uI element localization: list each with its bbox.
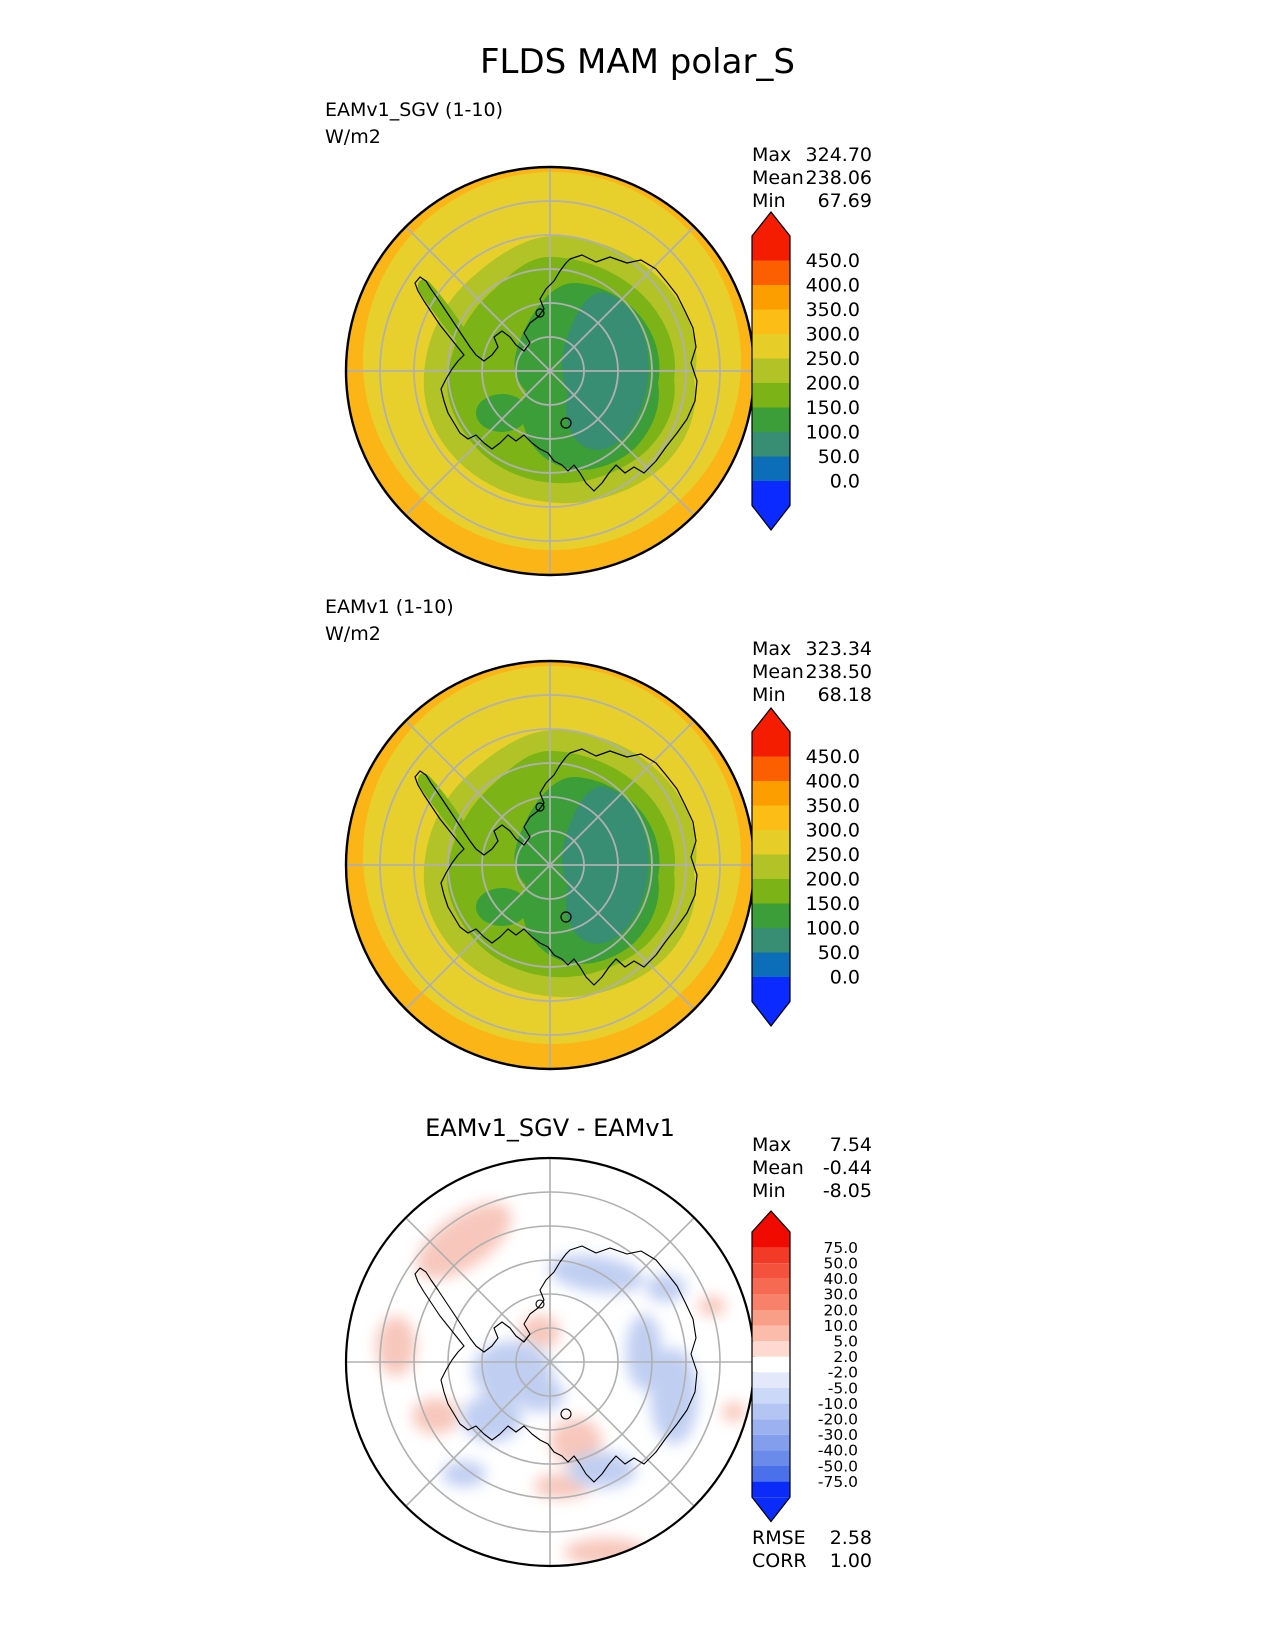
- colorbar-segment: [752, 879, 790, 904]
- colorbar-segment: [752, 432, 790, 457]
- map-diff: [344, 1156, 756, 1568]
- colorbar-arrow-bottom: [752, 1497, 790, 1521]
- colorbar-tick-label: 350.0: [805, 299, 860, 321]
- metric-value: 1.00: [829, 1550, 872, 1572]
- colorbar-tick-label: 450.0: [805, 746, 860, 768]
- diff-patch-negative: [462, 1394, 522, 1442]
- colorbar-arrow-top: [752, 212, 790, 236]
- colorbar-tick-label: 0.0: [829, 470, 860, 493]
- colorbar-segment: [752, 1482, 790, 1498]
- stat-label: Max: [752, 1134, 792, 1156]
- colorbar-segment: [752, 1357, 790, 1373]
- colorbar-tick-label: 40.0: [823, 1270, 858, 1289]
- colorbar-segment: [752, 334, 790, 359]
- colorbar-tick-label: 250.0: [805, 348, 860, 370]
- colorbar-segment: [752, 408, 790, 433]
- stat-value: -8.05: [822, 1180, 872, 1202]
- colorbar-segment: [752, 904, 790, 929]
- colorbar-segment: [752, 310, 790, 335]
- colorbar-segment: [752, 261, 790, 286]
- stat-value: 323.34: [805, 638, 872, 660]
- colorbar-segment: [752, 1341, 790, 1357]
- stat-value: 238.50: [805, 661, 872, 683]
- colorbar-eamv1-sgv: [746, 206, 921, 541]
- map-eamv1-sgv: [344, 165, 756, 577]
- colorbar-segment: [752, 481, 790, 506]
- stat-value: 67.69: [817, 190, 872, 212]
- colorbar-arrow-top: [752, 1211, 790, 1232]
- stat-value: 68.18: [817, 684, 872, 706]
- panel-units: W/m2: [325, 623, 381, 645]
- panel-label-line1: EAMv1 (1-10): [325, 596, 454, 618]
- colorbar-segment: [752, 285, 790, 310]
- colorbar-segment: [752, 781, 790, 806]
- colorbar-tick-label: 450.0: [805, 250, 860, 272]
- colorbar-arrow-bottom: [752, 1002, 790, 1027]
- colorbar-tick-label: 50.0: [823, 1254, 858, 1273]
- diff-patch-negative: [568, 1452, 636, 1488]
- stat-label: Min: [752, 1180, 786, 1202]
- colorbar-segment: [752, 1294, 790, 1310]
- colorbar-segment: [752, 236, 790, 261]
- metrics-diff: [752, 1527, 872, 1573]
- colorbar-tick-label: 200.0: [805, 868, 860, 891]
- colorbar-tick-label: 75.0: [823, 1238, 858, 1257]
- colorbar-tick-label: 5.0: [833, 1332, 858, 1351]
- colorbar-segment: [752, 928, 790, 953]
- stat-label: Max: [752, 144, 792, 166]
- stat-value: 324.70: [805, 144, 872, 166]
- colorbar-segment: [752, 1232, 790, 1248]
- colorbar-segment: [752, 1372, 790, 1388]
- colorbar-tick-label: 350.0: [805, 795, 860, 817]
- stat-value: 238.06: [805, 167, 872, 189]
- colorbar-tick-label: 250.0: [805, 844, 860, 866]
- colorbar-tick-label: 400.0: [805, 770, 860, 793]
- colorbar-tick-label: -50.0: [817, 1457, 858, 1476]
- colorbar-tick-label: 50.0: [817, 942, 860, 964]
- colorbar-tick-label: -2.0: [827, 1363, 858, 1382]
- colorbar-tick-label: 0.0: [829, 966, 860, 989]
- colorbar-segment: [752, 757, 790, 782]
- colorbar-segment: [752, 1279, 790, 1295]
- colorbar-tick-label: 400.0: [805, 274, 860, 297]
- colorbar-tick-label: -20.0: [817, 1410, 858, 1429]
- figure-title: FLDS MAM polar_S: [479, 42, 796, 82]
- colorbar-segment: [752, 1404, 790, 1420]
- colorbar-eamv1: [746, 702, 921, 1037]
- panel-label-line1: EAMv1_SGV (1-10): [325, 99, 503, 121]
- panel-units: W/m2: [325, 126, 381, 148]
- diff-patch-positive: [722, 1402, 746, 1422]
- colorbar-segment: [752, 1388, 790, 1404]
- colorbar-tick-label: -5.0: [827, 1379, 858, 1398]
- diff-patch-positive: [564, 1538, 648, 1566]
- colorbar-tick-label: -30.0: [817, 1426, 858, 1445]
- colorbar-segment: [752, 457, 790, 482]
- metric-label: CORR: [752, 1550, 807, 1572]
- panel-label-eamv1: [325, 594, 454, 648]
- stat-value: 7.54: [829, 1134, 872, 1156]
- colorbar-tick-labels: [806, 746, 860, 989]
- colorbar-tick-label: 100.0: [805, 917, 860, 940]
- stats-eamv1: [752, 638, 872, 707]
- colorbar-segment: [752, 830, 790, 855]
- colorbar-arrow-top: [752, 708, 790, 732]
- colorbar-tick-label: 300.0: [805, 323, 860, 346]
- stat-label: Mean: [752, 1157, 804, 1179]
- colorbar-segment: [752, 732, 790, 757]
- colorbar-tick-labels: [806, 250, 860, 493]
- colorbar-diff: [746, 1206, 921, 1531]
- colorbar-tick-label: -40.0: [817, 1441, 858, 1460]
- colorbar-tick-label: 30.0: [823, 1285, 858, 1304]
- colorbar-tick-label: 200.0: [805, 372, 860, 395]
- colorbar-tick-labels: [818, 1239, 858, 1491]
- stat-label: Mean: [752, 167, 804, 189]
- graticule: [346, 1158, 754, 1566]
- colorbar-segment: [752, 1435, 790, 1451]
- colorbar-segment: [752, 383, 790, 408]
- colorbar-segment: [752, 953, 790, 978]
- metric-value: 2.58: [829, 1527, 872, 1549]
- panel-label-eamv1-sgv: [325, 97, 503, 151]
- diff-patch-positive: [412, 1398, 460, 1434]
- stat-value: -0.44: [822, 1157, 872, 1179]
- map-eamv1: [344, 659, 756, 1071]
- stat-label: Mean: [752, 661, 804, 683]
- colorbar-segment: [752, 1450, 790, 1466]
- panel-title-diff: EAMv1_SGV - EAMv1: [425, 1114, 675, 1142]
- colorbar-tick-label: 2.0: [833, 1348, 858, 1367]
- colorbar-segment: [752, 1419, 790, 1435]
- diff-patch-negative: [626, 1314, 662, 1390]
- colorbar-tick-label: 50.0: [817, 446, 860, 468]
- colorbar-segment: [752, 977, 790, 1002]
- colorbar-tick-label: -10.0: [817, 1394, 858, 1413]
- stat-label: Max: [752, 638, 792, 660]
- colorbar-tick-label: 20.0: [823, 1301, 858, 1320]
- colorbar-segment: [752, 806, 790, 831]
- colorbar-tick-label: 150.0: [805, 893, 860, 915]
- metric-label: RMSE: [752, 1527, 806, 1549]
- colorbar-tick-label: 300.0: [805, 819, 860, 842]
- stats-diff: [752, 1134, 872, 1203]
- colorbar-tick-label: -75.0: [817, 1472, 858, 1491]
- colorbar-segment: [752, 1466, 790, 1482]
- stat-label: Min: [752, 684, 786, 706]
- colorbar-segment: [752, 1310, 790, 1326]
- diff-patch-negative: [646, 1274, 686, 1302]
- colorbar-segment: [752, 855, 790, 880]
- stat-label: Min: [752, 190, 786, 212]
- colorbar-tick-label: 10.0: [823, 1316, 858, 1335]
- colorbar-segment: [752, 1263, 790, 1279]
- colorbar-tick-label: 150.0: [805, 397, 860, 419]
- colorbar-segment: [752, 1326, 790, 1342]
- colorbar-arrow-bottom: [752, 506, 790, 531]
- diff-patch-negative: [442, 1461, 486, 1487]
- colorbar-segment: [752, 1248, 790, 1264]
- stats-eamv1-sgv: [752, 144, 872, 213]
- diff-patch-positive: [376, 1316, 416, 1376]
- colorbar-segment: [752, 359, 790, 384]
- colorbar-tick-label: 100.0: [805, 421, 860, 444]
